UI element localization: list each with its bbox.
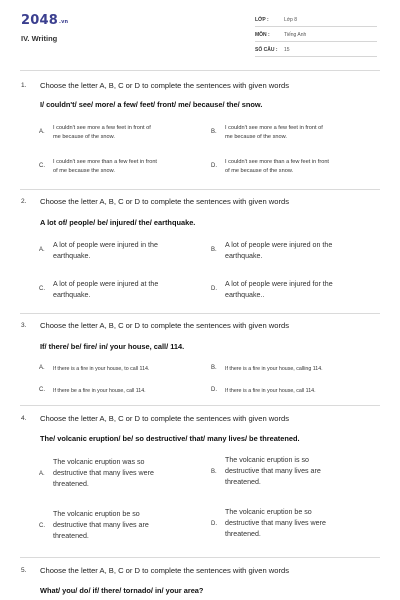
option-line: A lot of people were injured for the (225, 280, 333, 288)
question-number: 3. (21, 322, 27, 329)
option-line: destructive that many lives are (53, 520, 149, 529)
option-line: A lot of people were injured on the (225, 241, 333, 249)
question-prompt: Choose the letter A, B, C or D to complete the sentences with given words (40, 197, 290, 206)
meta-key: MÔN : (255, 32, 270, 38)
page-header (0, 0, 400, 70)
option-line: If there is a fire in your house, calling 114. (225, 366, 323, 372)
option-line: earthquake. (53, 290, 91, 299)
option-letter: A. (39, 471, 45, 477)
option-line: earthquake. (225, 251, 263, 260)
question-number: 5. (21, 567, 27, 574)
option-line: The volcanic eruption be so (225, 508, 312, 516)
option-letter: B. (211, 469, 217, 475)
logo-suffix: .vn (58, 19, 69, 25)
option-line: destructive that many lives were (53, 468, 154, 477)
option-letter: C. (39, 387, 45, 393)
logo-text: 2048 (21, 13, 58, 28)
option-line: I couldn't see more a few feet in front of (53, 125, 151, 131)
option-line: destructive that many lives are (225, 466, 321, 475)
question-number: 2. (21, 198, 27, 205)
option-letter: B. (211, 129, 217, 135)
option-letter: C. (39, 163, 45, 169)
option-letter: A. (39, 129, 45, 135)
meta-class-row (255, 14, 377, 27)
option-line: earthquake.. (225, 290, 265, 299)
option-line: threatened. (53, 479, 89, 488)
divider (20, 557, 380, 558)
option-line: If there is a fire in your house, call 114. (225, 388, 316, 394)
option-line: The volcanic eruption is so (225, 456, 309, 464)
given-words: If/ there/ be/ fire/ in/ your house, call/ 114. (40, 342, 185, 351)
question-prompt: Choose the letter A, B, C or D to complete the sentences with given words (40, 414, 290, 423)
divider (20, 189, 380, 190)
meta-key: SỐ CÂU : (255, 47, 278, 53)
meta-key: LỚP : (255, 17, 269, 23)
option-letter: B. (211, 365, 217, 371)
option-letter: D. (211, 286, 217, 292)
option-line: I couldn't see more than a few feet in front (53, 159, 157, 165)
given-words: What/ you/ do/ if/ there/ tornado/ in/ your area? (40, 586, 204, 595)
option-line: earthquake. (53, 251, 91, 260)
meta-value: Tiếng Anh (284, 32, 307, 38)
question-prompt: Choose the letter A, B, C or D to complete the sentences with given words (40, 566, 290, 575)
divider (20, 70, 380, 71)
section-title: IV. Writing (21, 34, 58, 43)
question-prompt: Choose the letter A, B, C or D to complete the sentences with given words (40, 321, 290, 330)
meta-subject-row (255, 29, 377, 42)
option-letter: D. (211, 163, 217, 169)
option-line: The volcanic eruption be so (53, 510, 140, 518)
option-line: me because of the snow. (53, 133, 115, 140)
option-line: of me because of the snow. (225, 167, 294, 174)
option-letter: A. (39, 365, 45, 371)
option-line: threatened. (225, 529, 261, 538)
option-letter: D. (211, 521, 217, 527)
option-line: I couldn't see more than a few feet in front (225, 159, 329, 165)
option-letter: C. (39, 286, 45, 292)
option-line: If there is a fire in your house, to call 114. (53, 366, 150, 372)
option-line: destructive that many lives were (225, 518, 326, 527)
given-words: I/ couldn't/ see/ more/ a few/ feet/ front/ me/ because/ the/ snow. (40, 100, 263, 109)
divider (20, 313, 380, 314)
option-letter: C. (39, 523, 45, 529)
meta-count-row (255, 44, 377, 57)
option-line: of me because the snow. (53, 167, 115, 174)
site-logo[interactable] (21, 13, 68, 28)
option-letter: B. (211, 247, 217, 253)
divider (20, 405, 380, 406)
option-line: me because of the snow. (225, 133, 287, 140)
option-line: I couldn't see more a few feet in front of (225, 125, 323, 131)
option-line: If there be a fire in your house, call 114. (53, 388, 146, 394)
meta-value: 15 (284, 47, 290, 53)
option-line: threatened. (53, 531, 89, 540)
option-line: The volcanic eruption was so (53, 458, 145, 466)
meta-value: Lớp 8 (284, 17, 298, 23)
question-number: 1. (21, 82, 27, 89)
question-prompt: Choose the letter A, B, C or D to complete the sentences with given words (40, 81, 290, 90)
option-letter: A. (39, 247, 45, 253)
option-line: A lot of people were injured in the (53, 241, 158, 249)
question-number: 4. (21, 415, 27, 422)
option-letter: D. (211, 387, 217, 393)
given-words: A lot of/ people/ be/ injured/ the/ earthquake. (40, 218, 196, 227)
option-line: A lot of people were injured at the (53, 280, 159, 288)
given-words: The/ volcanic eruption/ be/ so destructive/ that/ many lives/ be threatened. (40, 434, 300, 443)
option-line: threatened. (225, 477, 261, 486)
